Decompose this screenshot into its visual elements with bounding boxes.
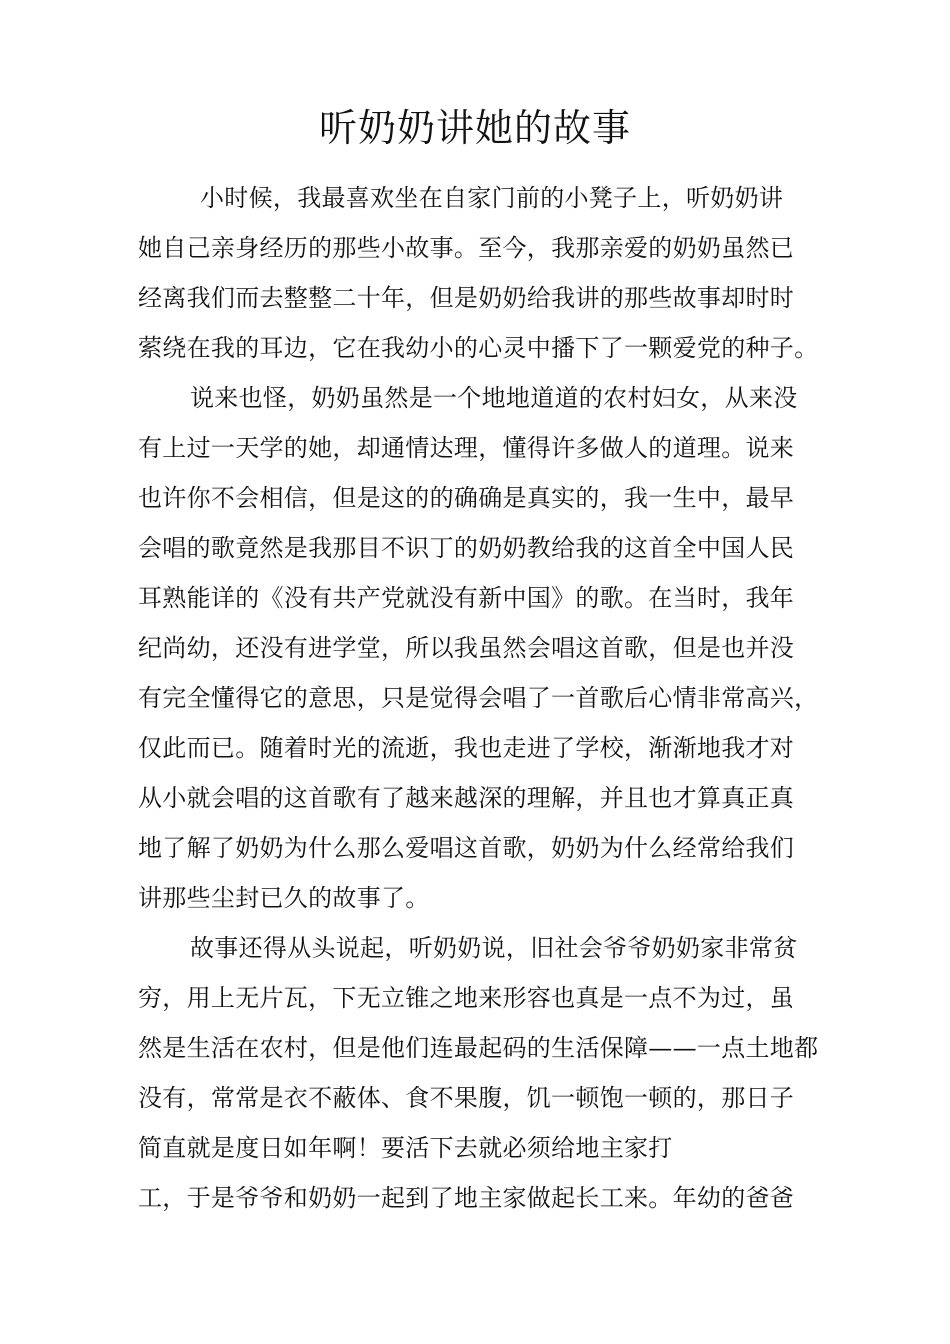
paragraph-1-line-2: 她自己亲身经历的那些小故事。至今，我那亲爱的奶奶虽然已 bbox=[138, 234, 795, 262]
paragraph-2-line-3: 也许你不会相信，但是这的的确确是真实的，我一生中，最早 bbox=[138, 484, 795, 512]
paragraph-3-line-1: 故事还得从头说起，听奶奶说，旧社会爷爷奶奶家非常贫 bbox=[190, 934, 798, 962]
paragraph-2-line-6: 纪尚幼，还没有进学堂，所以我虽然会唱这首歌，但是也并没 bbox=[138, 634, 795, 662]
paragraph-2-line-10: 地了解了奶奶为什么那么爱唱这首歌，奶奶为什么经常给我们 bbox=[138, 834, 795, 862]
paragraph-2-line-2: 有上过一天学的她，却通情达理，懂得许多做人的道理。说来 bbox=[138, 434, 795, 462]
paragraph-2-line-5: 耳熟能详的《没有共产党就没有新中国》的歌。在当时，我年 bbox=[138, 584, 795, 612]
paragraph-3-line-4: 没有，常常是衣不蔽体、食不果腹，饥一顿饱一顿的，那日子 bbox=[138, 1084, 795, 1112]
paragraph-2-line-9: 从小就会唱的这首歌有了越来越深的理解，并且也才算真正真 bbox=[138, 784, 795, 812]
paragraph-1-line-4: 萦绕在我的耳边，它在我幼小的心灵中播下了一颗爱党的种子。 bbox=[138, 334, 819, 362]
paragraph-2-line-1: 说来也怪，奶奶虽然是一个地地道道的农村妇女，从来没 bbox=[190, 384, 798, 412]
paragraph-2-line-8: 仅此而已。随着时光的流逝，我也走进了学校，渐渐地我才对 bbox=[138, 734, 795, 762]
paragraph-1-line-3: 经离我们而去整整二十年，但是奶奶给我讲的那些故事却时时 bbox=[138, 284, 795, 312]
paragraph-3-line-2: 穷，用上无片瓦，下无立锥之地来形容也真是一点不为过，虽 bbox=[138, 984, 795, 1012]
paragraph-3-line-3: 然是生活在农村，但是他们连最起码的生活保障——一点土地都 bbox=[138, 1034, 819, 1062]
paragraph-3-line-5: 简直就是度日如年啊！要活下去就必须给地主家打 bbox=[138, 1134, 673, 1162]
paragraph-2-line-11: 讲那些尘封已久的故事了。 bbox=[138, 884, 430, 912]
paragraph-1-line-1: 小时候，我最喜欢坐在自家门前的小凳子上，听奶奶讲 bbox=[200, 184, 784, 212]
paragraph-2-line-4: 会唱的歌竟然是我那目不识丁的奶奶教给我的这首全中国人民 bbox=[138, 534, 795, 562]
document-title: 听奶奶讲她的故事 bbox=[318, 106, 631, 150]
paragraph-3-line-6: 工，于是爷爷和奶奶一起到了地主家做起长工来。年幼的爸爸 bbox=[138, 1184, 795, 1212]
paragraph-2-line-7: 有完全懂得它的意思，只是觉得会唱了一首歌后心情非常高兴， bbox=[138, 684, 819, 712]
